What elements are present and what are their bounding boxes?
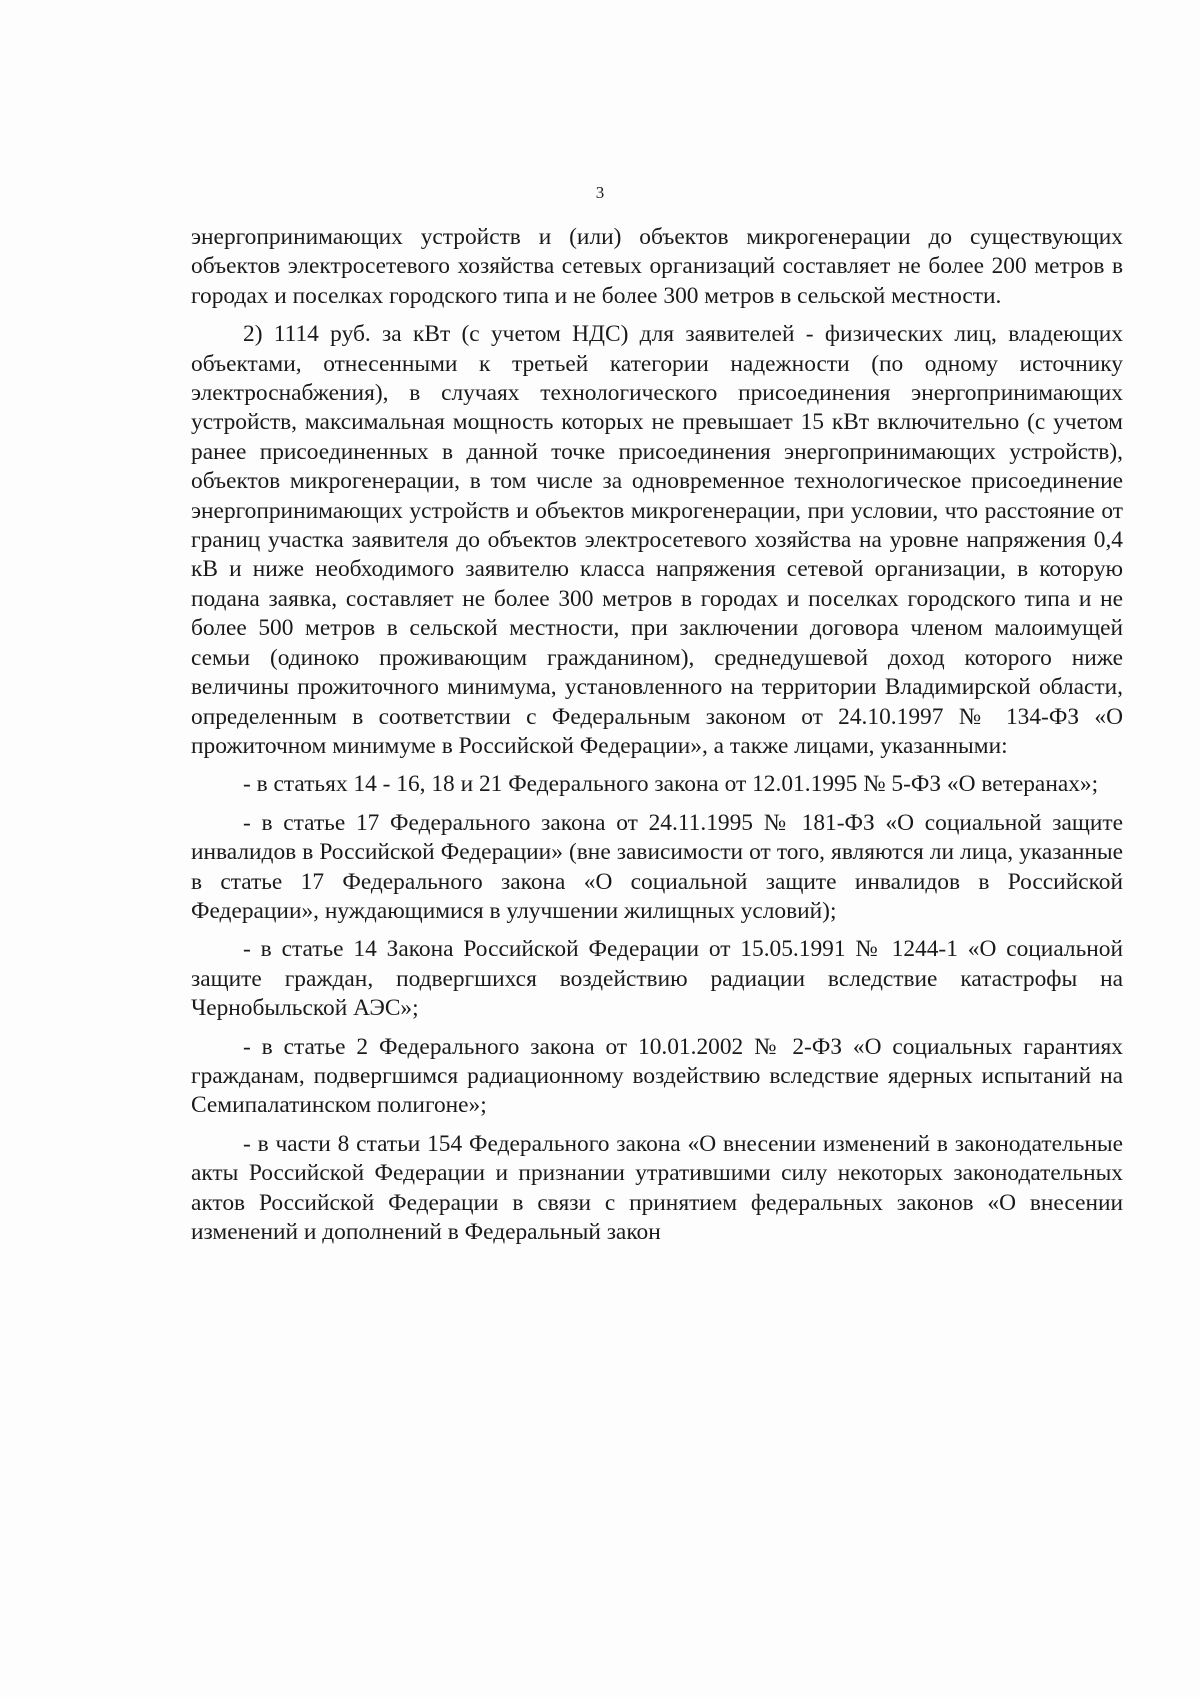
list-item: - в части 8 статьи 154 Федерального закона «О внесении изменений в законодательные акты Российской Федерации и признании утратившими силу некоторых законодательных актов Российской Федерации в связи с принятием федеральных законов «О внесении изменений и дополнений в Федеральный закон <box>191 1130 1123 1245</box>
document-body <box>191 223 1123 1256</box>
list-item: - в статье 14 Закона Российской Федерации от 15.05.1991 № 1244-1 «О социальной защите граждан, подвергшихся воздействию радиации вследствие катастрофы на Чернобыльской АЭС»; <box>191 936 1123 1022</box>
list-item: - в статье 17 Федерального закона от 24.11.1995 № 181-ФЗ «О социальной защите инвалидов в Российской Федерации» (вне зависимости от того, являются ли лица, указанные в статье 17 Федерального закона «О социальной защите инвалидов в Российской Федерации», нуждающимися в улучшении жилищных условий); <box>191 809 1123 924</box>
list-item: - в статье 2 Федерального закона от 10.01.2002 № 2-ФЗ «О социальных гарантиях гражданам, подвергшимся радиационному воздействию вследствие ядерных испытаний на Семипалатинском полигоне»; <box>191 1033 1123 1119</box>
paragraph: энергопринимающих устройств и (или) объектов микрогенерации до существующих объектов электросетевого хозяйства сетевых организаций составляет не более 200 метров в городах и поселках городского типа и не более 300 метров в сельской местности. <box>191 224 1123 309</box>
page-number: 3 <box>595 183 605 202</box>
list-item: - в статьях 14 - 16, 18 и 21 Федерального закона от 12.01.1995 № 5-ФЗ «О ветеранах»; <box>243 771 1099 798</box>
paragraph: 2) 1114 руб. за кВт (с учетом НДС) для заявителей - физических лиц, владеющих объектами, отнесенными к третьей категории надежности (по одному источнику электроснабжения), в случаях технологического присоединения энергопринимающих устройств, максимальная мощность которых не превышает 15 кВт включительно (с учетом ранее присоединенных в данной точке присоединения энергопринимающих устройств), объектов микрогенерации, в том числе за одновременное технологическое присоединение энергопринимающих устройств и объектов микрогенерации, при условии, что расстояние от границ участка заявителя до объектов электросетевого хозяйства на уровне напряжения 0,4 кВ и ниже необходимого заявителю класса напряжения сетевой организации, в которую подана заявка, составляет не более 300 метров в городах и поселках городского типа и не более 500 метров в сельской местности, при заключении договора членом малоимущей семьи (одиноко проживающим гражданином), среднедушевой доход которого ниже величины прожиточного минимума, установленного на территории Владимирской области, определенным в соответствии с Федеральным законом от 24.10.1997 № 134-ФЗ «О прожиточном минимуме в Российской Федерации», а также лицами, указанными: <box>191 321 1123 759</box>
